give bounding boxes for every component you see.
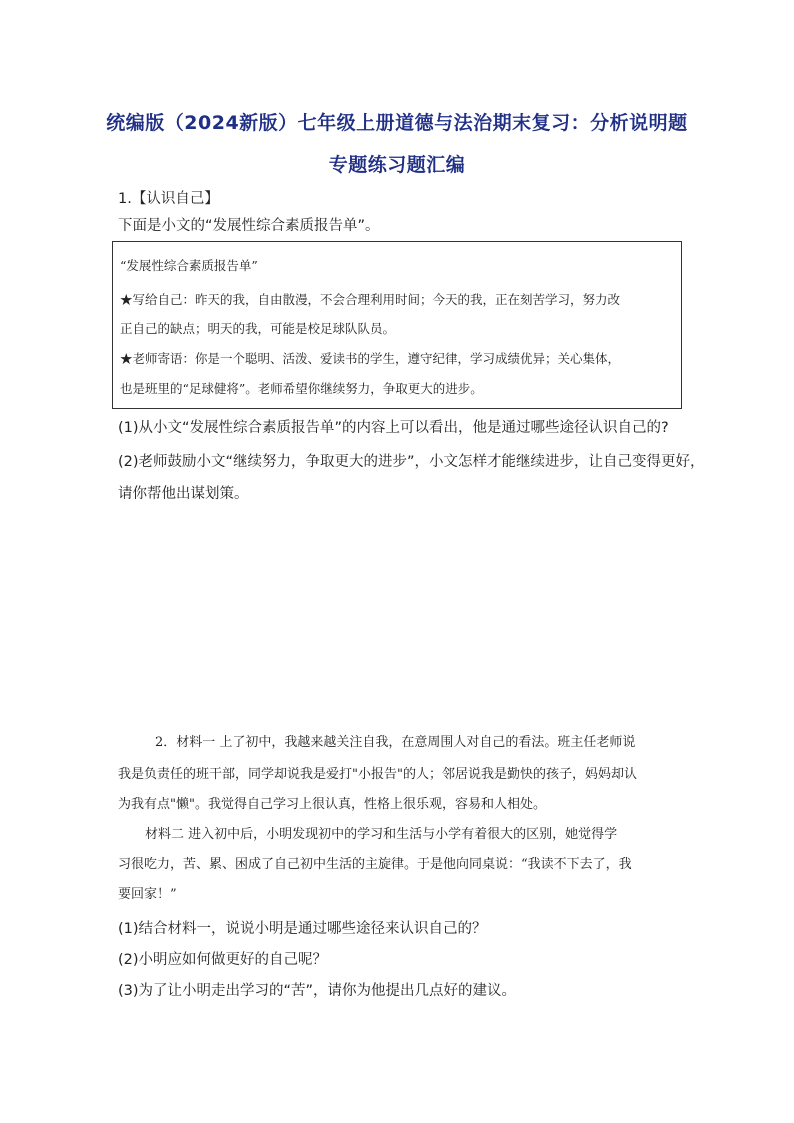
q1-sub-question-2-line2: 请你帮他出谋划策。 bbox=[118, 486, 249, 502]
report-card-teacher-line2: 也是班里的“足球健将”。老师希望你继续努力，争取更大的进步。 bbox=[120, 381, 483, 396]
q2-sub-question-1: (1)结合材料一，说说小明是通过哪些途径来认识自己的？ bbox=[118, 921, 487, 937]
q2-material2-line1: 材料二 进入初中后，小明发现初中的学习和生活与小学有着很大的区别，她觉得学 bbox=[145, 827, 618, 842]
report-card-self-line2: 正自己的缺点；明天的我，可能是校足球队队员。 bbox=[120, 321, 396, 336]
report-card-box bbox=[112, 241, 682, 409]
title-line-1: 统编版（2024新版）七年级上册道德与法治期末复习：分析说明题 bbox=[106, 112, 688, 134]
q2-material2-line3: 要回家！” bbox=[118, 887, 177, 902]
report-card-teacher-line1: ★老师寄语：你是一个聪明、活泼、爱读书的学生，遵守纪律，学习成绩优异；关心集体， bbox=[120, 351, 621, 366]
q2-sub-question-3: (3)为了让小明走出学习的“苦”，请你为他提出几点好的建议。 bbox=[118, 983, 517, 999]
q2-material1-line3: 为我有点"懒"。我觉得自己学习上很认真，性格上很乐观，容易和人相处。 bbox=[118, 797, 546, 812]
title-line-2: 专题练习题汇编 bbox=[328, 154, 466, 176]
q1-sub-question-2-line1: (2)老师鼓励小文“继续努力，争取更大的进步”，小文怎样才能继续进步，让自己变得更好， bbox=[118, 454, 705, 470]
q2-sub-question-2: (2)小明应如何做更好的自己呢？ bbox=[118, 952, 328, 968]
q1-heading: 1.【认识自己】 bbox=[118, 191, 219, 207]
q1-sub-question-1: (1)从小文“发展性综合素质报告单”的内容上可以看出，他是通过哪些途径认识自己的? bbox=[118, 420, 669, 436]
q2-material1-line1: 2．材料一 上了初中，我越来越关注自我，在意周围人对自己的看法。班主任老师说 bbox=[155, 735, 636, 750]
report-card-title: “发展性综合素质报告单” bbox=[120, 258, 258, 273]
q1-intro: 下面是小文的“发展性综合素质报告单”。 bbox=[118, 218, 380, 234]
q2-material1-line2: 我是负责任的班干部，同学却说我是爱打"小报告"的人；邻居说我是勤快的孩子，妈妈却认 bbox=[118, 767, 637, 782]
q2-material2-line2: 习很吃力，苦、累、困成了自己初中生活的主旋律。于是他向同桌说：“我读不下去了，我 bbox=[118, 857, 632, 872]
report-card-self-line1: ★写给自己：昨天的我，自由散漫，不会合理利用时间；今天的我，正在刻苦学习，努力改 bbox=[120, 292, 621, 307]
